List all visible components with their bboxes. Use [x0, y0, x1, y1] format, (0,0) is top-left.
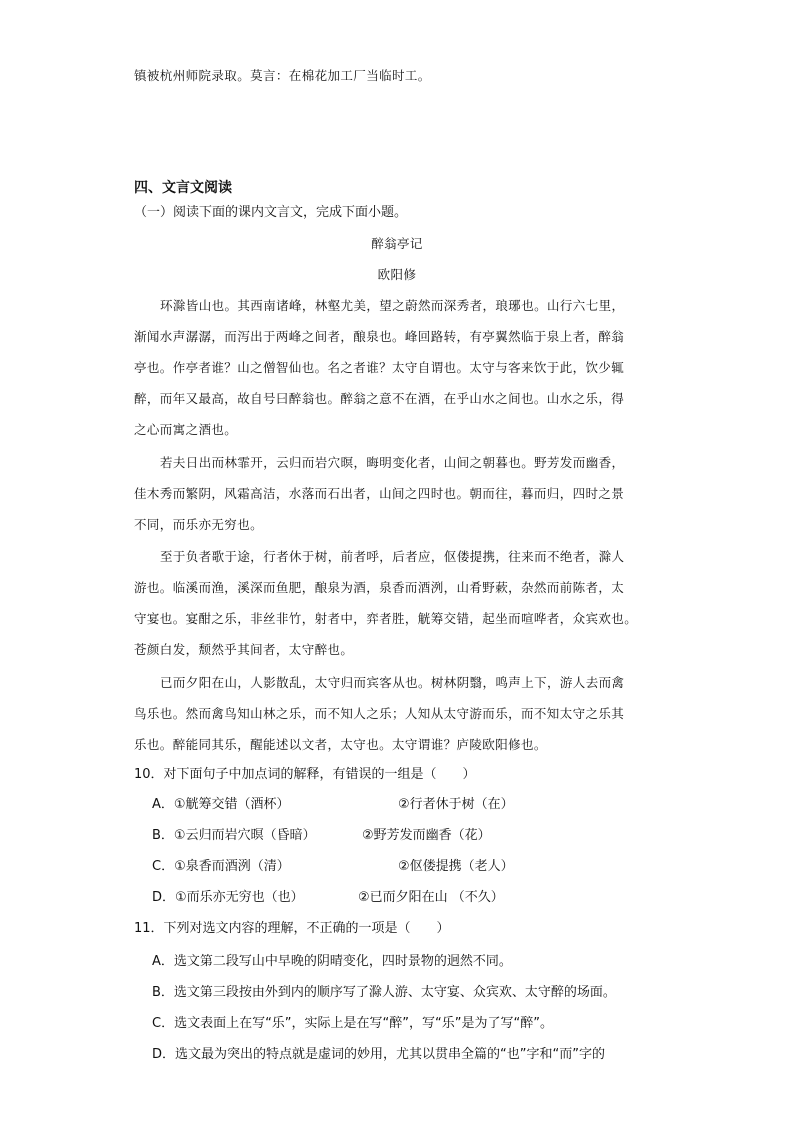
option-d-right: ②已而夕阳在山 （不久） [358, 890, 504, 905]
option-d-left: D．①而乐亦无穷也（也） [152, 890, 304, 905]
question-stem: 10．对下面句子中加点词的解释，有错误的一组是（ ） [134, 767, 476, 782]
section-heading: 四、文言文阅读 [134, 180, 232, 196]
passage-line: 醉，而年又最高，故自号曰醉翁也。醉翁之意不在酒，在乎山水之间也。山水之乐，得 [134, 391, 625, 406]
passage-line: 佳木秀而繁阴，风霜高洁，水落而石出者，山间之四时也。朝而往，暮而归，四时之景 [134, 486, 625, 501]
option-a-right: ②行者休于树（在） [398, 797, 514, 812]
passage-line: 已而夕阳在山，人影散乱，太守归而宾客从也。树林阴翳，鸣声上下，游人去而禽 [160, 675, 625, 690]
passage-line: 鸟乐也。然而禽鸟知山林之乐，而不知人之乐；人知从太守游而乐，而不知太守之乐其 [134, 706, 625, 721]
option-c-right: ②伛偻提携（老人） [398, 859, 514, 874]
passage-line: 渐闻水声潺潺，而泻出于两峰之间者，酿泉也。峰回路转，有亭翼然临于泉上者，醉翁 [134, 329, 625, 344]
passage-author: 欧阳修 [377, 267, 417, 282]
option-b: B．选文第三段按由外到内的顺序写了滁人游、太守宴、众宾欢、太守醉的场面。 [152, 985, 616, 1000]
passage-line: 之心而寓之酒也。 [134, 422, 238, 437]
passage-line: 亭也。作亭者谁？山之僧智仙也。名之者谁？太守自谓也。太守与客来饮于此，饮少辄 [134, 360, 625, 375]
option-c: C．选文表面上在写“乐”，实际上是在写“醉”，写“乐”是为了写“醉”。 [152, 1016, 553, 1031]
top-line: 镇被杭州师院录取。莫言：在棉花加工厂当临时工。 [134, 68, 431, 83]
option-b-right: ②野芳发而幽香（花） [362, 828, 491, 843]
passage-line: 若夫日出而林霏开，云归而岩穴暝，晦明变化者，山间之朝暮也。野芳发而幽香， [160, 455, 625, 470]
passage-line: 游也。临溪而渔，溪深而鱼肥，酿泉为酒，泉香而酒洌，山肴野蔌，杂然而前陈者，太 [134, 580, 625, 595]
question-stem: 11．下列对选文内容的理解，不正确的一项是（ ） [134, 921, 450, 936]
passage-line: 不同，而乐亦无穷也。 [134, 517, 264, 532]
passage-line: 环滁皆山也。其西南诸峰，林壑尤美，望之蔚然而深秀者，琅琊也。山行六七里， [160, 298, 625, 313]
sub-instruction: （一）阅读下面的课内文言文，完成下面小题。 [134, 205, 408, 220]
passage-title: 醉翁亭记 [371, 236, 423, 251]
option-c-left: C．①泉香而酒洌（清） [152, 859, 290, 874]
option-a-left: A．①觥筹交错（酒杯） [152, 797, 290, 812]
option-b-left: B．①云归而岩穴暝（昏暗） [152, 828, 316, 843]
passage-line: 乐也。醉能同其乐，醒能述以文者，太守也。太守谓谁？庐陵欧阳修也。 [134, 737, 547, 752]
option-d: D．选文最为突出的特点就是虚词的妙用，尤其以贯串全篇的“也”字和“而”字的 [152, 1047, 605, 1062]
passage-line: 至于负者歌于途，行者休于树，前者呼，后者应，伛偻提携，往来而不绝者，滁人 [160, 549, 625, 564]
passage-line: 苍颜白发，颓然乎其间者，太守醉也。 [134, 642, 354, 657]
passage-line: 守宴也。宴酣之乐，非丝非竹，射者中，弈者胜，觥筹交错，起坐而喧哗者，众宾欢也。 [134, 611, 638, 626]
option-a: A．选文第二段写山中早晚的阴晴变化，四时景物的迥然不同。 [152, 954, 512, 969]
